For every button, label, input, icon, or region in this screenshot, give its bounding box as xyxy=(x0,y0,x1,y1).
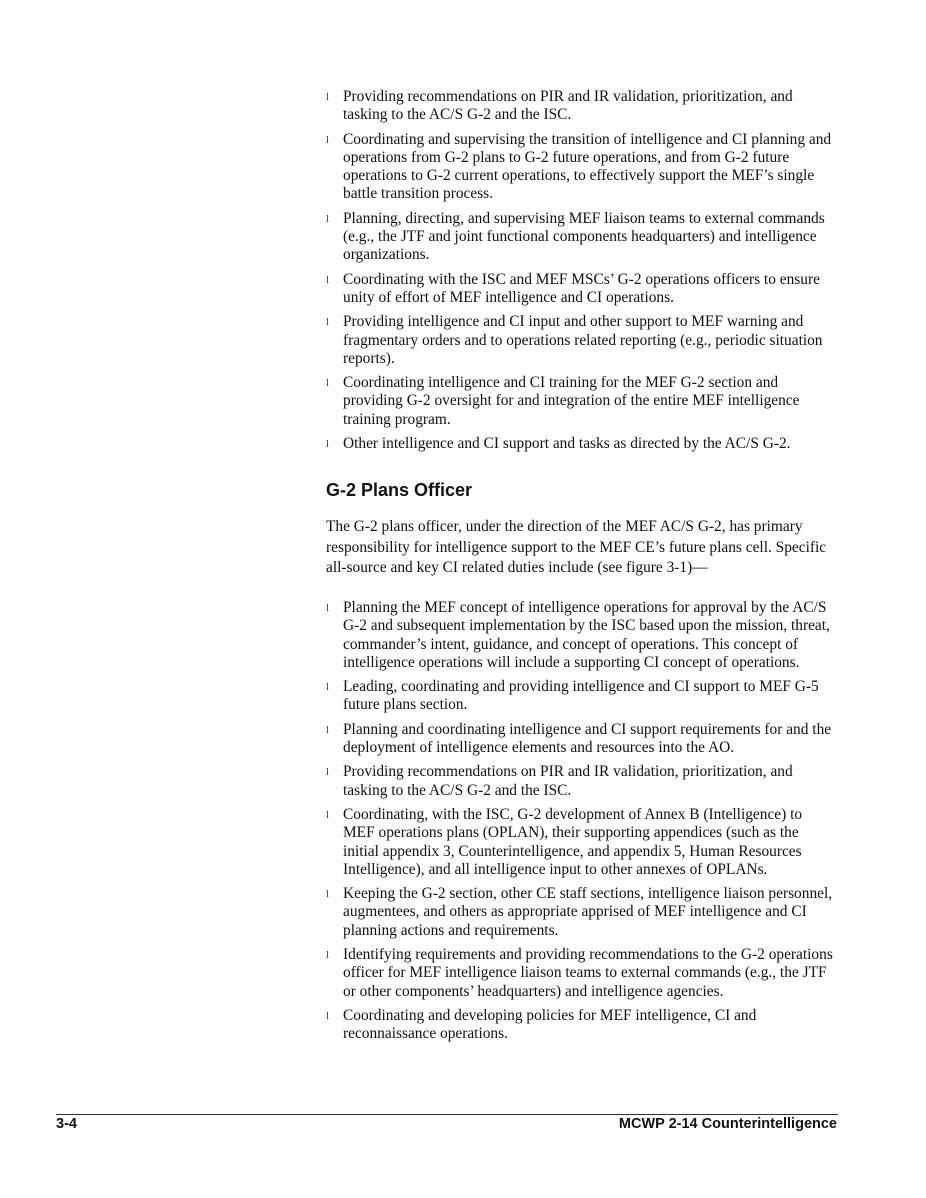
list-item xyxy=(326,678,836,715)
list-item xyxy=(326,763,836,800)
list-item xyxy=(326,885,836,940)
bullet-glyph: l xyxy=(326,602,330,614)
list-item xyxy=(326,721,836,758)
bullet-glyph: l xyxy=(326,273,330,286)
bullet-glyph: l xyxy=(326,133,330,146)
bullet-glyph: l xyxy=(326,377,330,390)
list-item-text: Keeping the G-2 section, other CE staff sections, intelligence liaison personnel, augmentees, and others as appropriate apprised of MEF intelligence and CI planning actions and requirements. xyxy=(343,885,833,939)
list-item-text: Coordinating and supervising the transition of intelligence and CI planning and operations from G-2 plans to G-2 future operations, and from G-2 future operations to G-2 current operations, to effectively support the MEF’s single battle transition process. xyxy=(343,130,832,203)
section-intro-paragraph: The G-2 plans officer, under the direction of the MEF AC/S G-2, has primary responsibility for intelligence support to the MEF CE’s future plans cell. Specific all-source and key CI related duties include (see figure 3-1)— xyxy=(326,518,827,576)
list-item-text: Coordinating with the ISC and MEF MSCs’ G-2 operations officers to ensure unity of effort of MEF intelligence and CI operations. xyxy=(343,270,820,306)
list-item-text: Planning and coordinating intelligence and CI support requirements for and the deployment of intelligence elements and resources into the AO. xyxy=(343,720,832,757)
bullet-glyph: l xyxy=(326,212,330,225)
duties-list-bottom xyxy=(326,599,836,1050)
list-item xyxy=(326,946,836,1001)
list-item xyxy=(326,313,836,368)
list-item-text: Leading, coordinating and providing intelligence and CI support to MEF G-5 future plans section. xyxy=(343,678,819,714)
bullet-glyph: l xyxy=(326,723,330,736)
list-item xyxy=(326,88,836,125)
bullet-glyph: l xyxy=(326,766,330,779)
list-item-text: Identifying requirements and providing recommendations to the G-2 operations officer for MEF intelligence liaison teams to external commands (e.g., the JTF or other components’ headquarters) and intelligence agencies. xyxy=(343,946,833,1000)
bullet-glyph: l xyxy=(326,888,330,901)
bullet-glyph: l xyxy=(326,91,330,103)
bullet-glyph: l xyxy=(326,438,330,451)
list-item xyxy=(326,271,836,308)
footer-divider xyxy=(56,1114,838,1115)
bullet-glyph: l xyxy=(326,681,330,694)
page-number: 3-4 xyxy=(56,1116,77,1132)
bullet-glyph: l xyxy=(326,808,330,821)
list-item xyxy=(326,435,836,453)
list-item-text: Other intelligence and CI support and tasks as directed by the AC/S G-2. xyxy=(343,435,791,453)
duties-list-top xyxy=(326,88,836,459)
list-item-text: Providing recommendations on PIR and IR validation, prioritization, and tasking to the AC/S G-2 and the ISC. xyxy=(343,763,793,799)
list-item-text: Planning the MEF concept of intelligence operations for approval by the AC/S G-2 and subsequent implementation by the ISC based upon the mission, threat, commander’s intent, guidance, and concept of operations. This concept of intelligence operations will include a supporting CI concept of operations. xyxy=(343,599,830,671)
list-item-text: Providing recommendations on PIR and IR validation, prioritization, and tasking to the AC/S G-2 and the ISC. xyxy=(343,88,793,124)
list-item-text: Coordinating and developing policies for MEF intelligence, CI and reconnaissance operations. xyxy=(343,1006,757,1043)
section-heading: G-2 Plans Officer xyxy=(326,480,473,500)
list-item xyxy=(326,1007,836,1044)
list-item-text: Coordinating intelligence and CI training for the MEF G-2 section and providing G-2 oversight for and integration of the entire MEF intelligence training program. xyxy=(343,374,800,428)
list-item-text: Coordinating, with the ISC, G-2 development of Annex B (Intelligence) to MEF operations plans (OPLAN), their supporting appendices (such as the initial appendix 3, Counterintelligence, and appendix 5, Human Resources Intelligence), and all intelligence input to other annexes of OPLANs. xyxy=(343,805,803,878)
list-item-text: Providing intelligence and CI input and other support to MEF warning and fragmentary orders and to operations related reporting (e.g., periodic situation reports). xyxy=(343,313,823,367)
list-item-text: Planning, directing, and supervising MEF liaison teams to external commands (e.g., the JTF and joint functional components headquarters) and intelligence organizations. xyxy=(343,209,825,264)
list-item xyxy=(326,599,836,672)
list-item xyxy=(326,210,836,265)
list-item xyxy=(326,131,836,204)
bullet-glyph: l xyxy=(326,949,330,962)
list-item xyxy=(326,806,836,879)
bullet-glyph: l xyxy=(326,1009,330,1022)
publication-title: MCWP 2-14 Counterintelligence xyxy=(618,1116,837,1132)
bullet-glyph: l xyxy=(326,316,330,329)
list-item xyxy=(326,374,836,429)
